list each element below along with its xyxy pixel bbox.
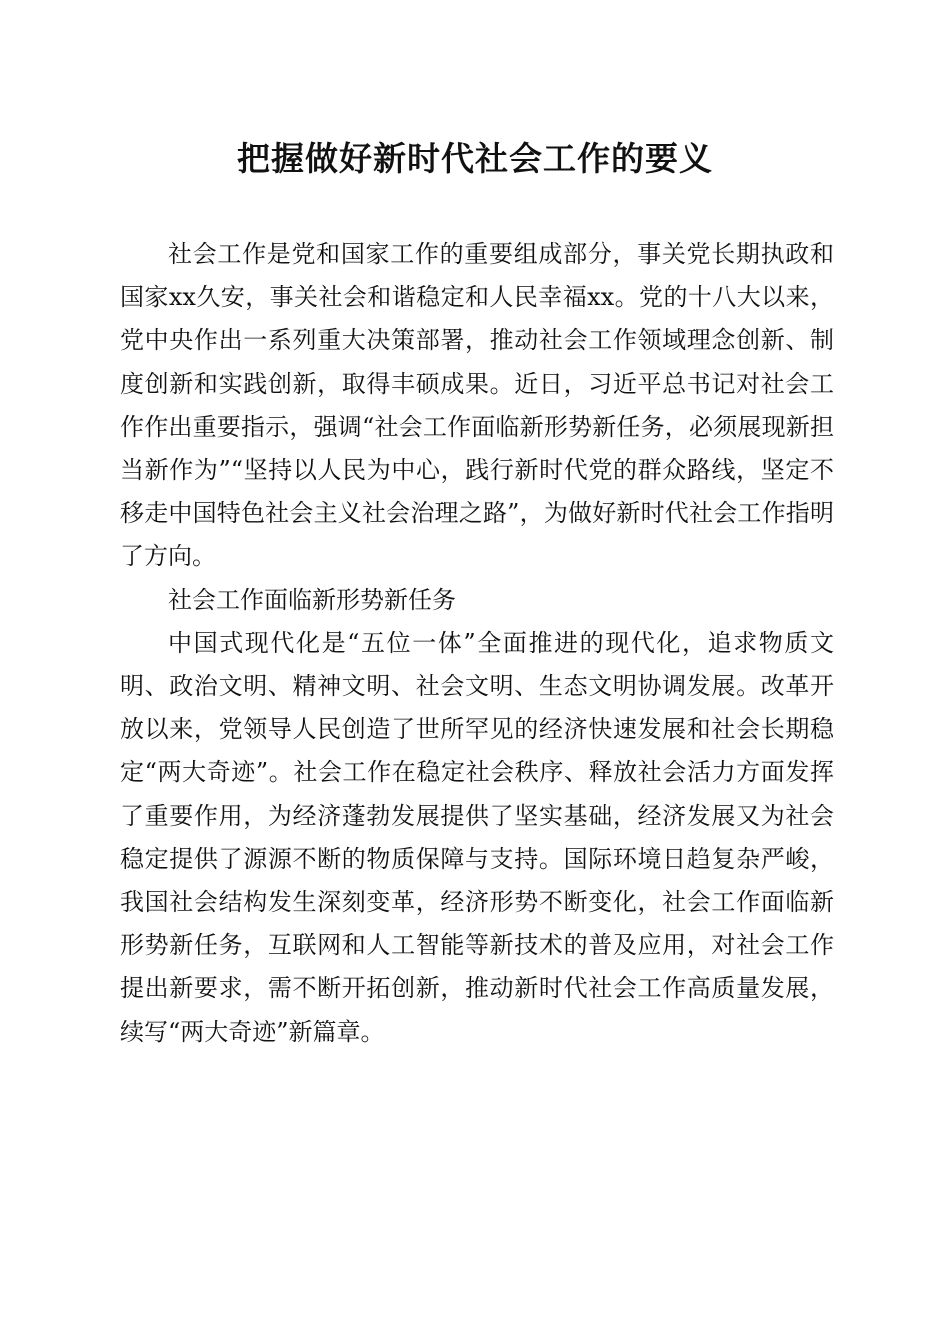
document-title: 把握做好新时代社会工作的要义	[237, 139, 713, 178]
section-paragraph: 中国式现代化是“五位一体”全面推进的现代化，追求物质文明、政治文明、精神文明、社会文明、生态文明协调发展。改革开放以来，党领导人民创造了世所罕见的经济快速发展和社会长期稳定“两大奇迹”。社会工作在稳定社会秩序、释放社会活力方面发挥了重要作用，为经济蓬勃发展提供了坚实基础，经济发展又为社会稳定提供了源源不断的物质保障与支持。国际环境日趋复杂严峻，我国社会结构发生深刻变革，经济形势不断变化，社会工作面临新形势新任务，互联网和人工智能等新技术的普及应用，对社会工作提出新要求，需不断开拓创新，推动新时代社会工作高质量发展，续写“两大奇迹”新篇章。	[120, 628, 834, 1046]
document-body	[120, 233, 834, 1054]
section-heading: 社会工作面临新形势新任务	[168, 585, 456, 614]
intro-paragraph: 社会工作是党和国家工作的重要组成部分，事关党长期执政和国家xx久安，事关社会和谐稳定和人民幸福xx。党的十八大以来，党中央作出一系列重大决策部署，推动社会工作领域理念创新、制度创新和实践创新，取得丰硕成果。近日，习近平总书记对社会工作作出重要指示，强调“社会工作面临新形势新任务，必须展现新担当新作为”“坚持以人民为中心，践行新时代党的群众路线，坚定不移走中国特色社会主义社会治理之路”，为做好新时代社会工作指明了方向。	[120, 240, 834, 571]
